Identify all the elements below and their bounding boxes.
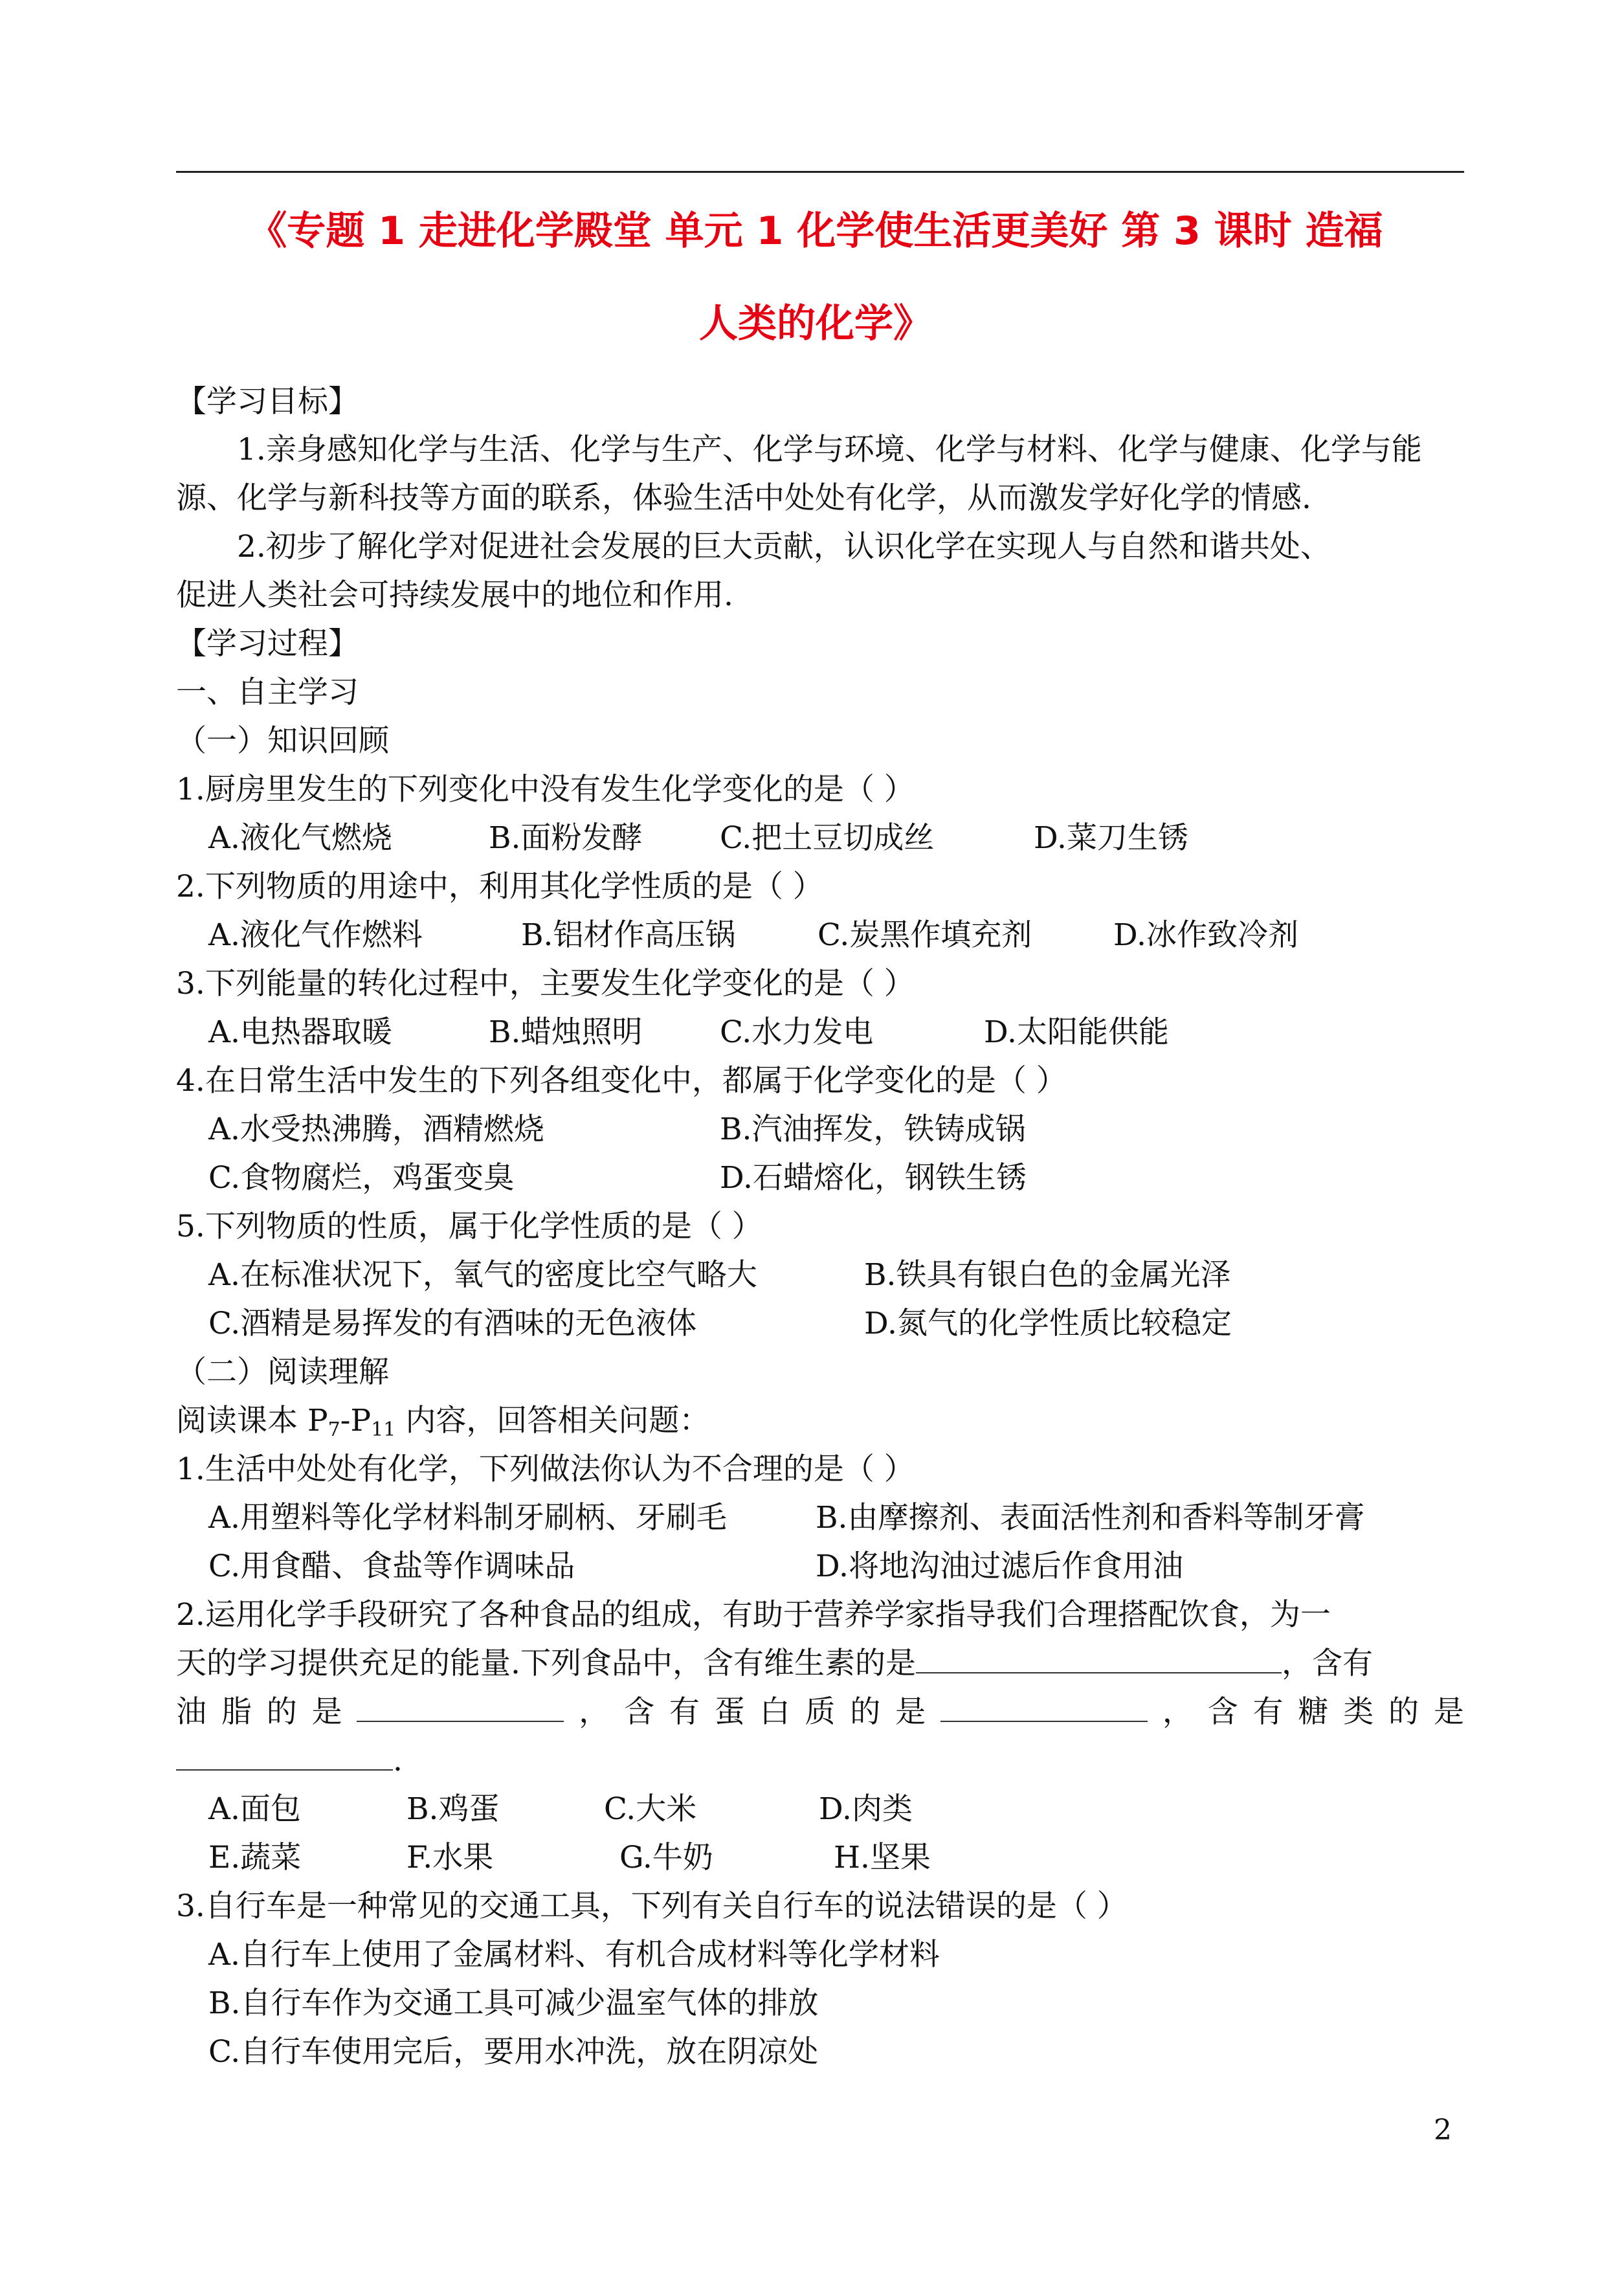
reading-q2-option-a: A.面包 (208, 1791, 301, 1827)
reading-q2-option-e: E.蔬菜 (208, 1840, 302, 1875)
title-line-1: 《专题 1 走进化学殿堂 单元 1 化学使生活更美好 第 3 课时 造福 (248, 208, 1383, 254)
reading-q1-option-b: B.由摩擦剂、表面活性剂和香料等制牙膏 (816, 1500, 1365, 1536)
reading-q2-option-f: F.水果 (406, 1840, 494, 1875)
review-q3-option-c: C.水力发电 (720, 1014, 874, 1050)
protein-answer-blank[interactable] (940, 1692, 1148, 1722)
review-q1-option-d: D.菜刀生锈 (1034, 820, 1188, 856)
sugar-answer-blank[interactable] (176, 1741, 393, 1771)
title-line-2: 人类的化学》 (699, 301, 932, 346)
section-self-study: 一、自主学习 (176, 675, 359, 710)
review-q1-option-a: A.液化气燃烧 (208, 820, 392, 856)
objective-1-line-1: 1.亲身感知化学与生活、化学与生产、化学与环境、化学与材料、化学与健康、化学与能 (237, 432, 1422, 467)
review-q3-option-a: A.电热器取暖 (208, 1014, 392, 1050)
reading-q2-option-d: D.肉类 (819, 1791, 913, 1827)
review-q2-option-c: C.炭黑作填充剂 (818, 917, 1032, 953)
reading-question-2-line-2: 天的学习提供充足的能量.下列食品中，含有维生素的是 ，含有 (176, 1644, 1373, 1684)
subsection-reading: （二）阅读理解 (176, 1354, 389, 1390)
review-q2-option-b: B.铝材作高压锅 (521, 917, 736, 953)
reading-q2-option-b: B.鸡蛋 (406, 1791, 500, 1827)
reading-question-2-line-4: . (176, 1741, 403, 1781)
review-q1-option-b: B.面粉发酵 (489, 820, 643, 856)
review-q3-option-d: D.太阳能供能 (984, 1014, 1169, 1050)
review-question-4: 4.在日常生活中发生的下列各组变化中，都属于化学变化的是（ ） (176, 1063, 1067, 1099)
review-q3-option-b: B.蜡烛照明 (489, 1014, 643, 1050)
fat-answer-blank[interactable] (357, 1692, 564, 1722)
review-q4-option-a: A.水受热沸腾，酒精燃烧 (208, 1112, 544, 1147)
review-question-1: 1.厨房里发生的下列变化中没有发生化学变化的是（ ） (176, 772, 915, 807)
reading-q2-option-c: C.大米 (604, 1791, 697, 1827)
reading-q3-option-c: C.自行车使用完后，要用水冲洗，放在阴凉处 (208, 2034, 819, 2070)
review-q2-option-d: D.冰作致冷剂 (1113, 917, 1298, 953)
review-q1-option-c: C.把土豆切成丝 (720, 820, 935, 856)
reading-q2-option-g: G.牛奶 (619, 1840, 713, 1875)
review-question-2: 2.下列物质的用途中，利用其化学性质的是（ ） (176, 869, 823, 904)
reading-q1-option-a: A.用塑料等化学材料制牙刷柄、牙刷毛 (208, 1500, 727, 1536)
reading-question-2-line-3: 油 脂 的 是 ， 含 有 蛋 白 质 的 是 ， 含 有 糖 类 的 是 (176, 1692, 1464, 1732)
review-q2-option-a: A.液化气作燃料 (208, 917, 423, 953)
reading-question-1: 1.生活中处处有化学，下列做法你认为不合理的是（ ） (176, 1451, 915, 1487)
reading-q2-option-h: H.坚果 (834, 1840, 931, 1875)
reading-question-3: 3.自行车是一种常见的交通工具，下列有关自行车的说法错误的是（ ） (176, 1888, 1128, 1924)
review-question-5: 5.下列物质的性质，属于化学性质的是（ ） (176, 1209, 762, 1244)
page-number: 2 (1434, 2114, 1452, 2147)
reading-q3-option-a: A.自行车上使用了金属材料、有机合成材料等化学材料 (208, 1937, 940, 1973)
objectives-heading: 【学习目标】 (176, 384, 359, 419)
reading-intro: 阅读课本 $P_7-P_{11}$ 内容，回答相关问题： (176, 1403, 710, 1441)
review-q4-option-c: C.食物腐烂，鸡蛋变臭 (208, 1160, 515, 1196)
reading-question-2-line-1: 2.运用化学手段研究了各种食品的组成，有助于营养学家指导我们合理搭配饮食，为一 (176, 1597, 1331, 1633)
header-rule (176, 171, 1464, 173)
reading-q3-option-b: B.自行车作为交通工具可减少温室气体的排放 (208, 1985, 819, 2021)
objective-2-line-2: 促进人类社会可持续发展中的地位和作用. (176, 577, 733, 613)
review-question-3: 3.下列能量的转化过程中，主要发生化学变化的是（ ） (176, 966, 915, 1001)
subsection-review: （一）知识回顾 (176, 723, 389, 759)
review-q5-option-d: D.氮气的化学性质比较稳定 (864, 1306, 1232, 1341)
objective-1-line-2: 源、化学与新科技等方面的联系，体验生活中处处有化学，从而激发学好化学的情感. (176, 480, 1311, 516)
reading-q1-option-c: C.用食醋、食盐等作调味品 (208, 1549, 575, 1584)
review-q4-option-d: D.石蜡熔化，钢铁生锈 (720, 1160, 1027, 1196)
objective-2-line-1: 2.初步了解化学对促进社会发展的巨大贡献，认识化学在实现人与自然和谐共处、 (237, 529, 1331, 565)
review-q5-option-c: C.酒精是易挥发的有酒味的无色液体 (208, 1306, 697, 1341)
review-q4-option-b: B.汽油挥发，铁铸成锅 (720, 1112, 1026, 1147)
vitamin-answer-blank[interactable] (916, 1644, 1282, 1673)
reading-q1-option-d: D.将地沟油过滤后作食用油 (816, 1549, 1183, 1584)
review-q5-option-a: A.在标准状况下，氧气的密度比空气略大 (208, 1257, 757, 1293)
review-q5-option-b: B.铁具有银白色的金属光泽 (864, 1257, 1231, 1293)
process-heading: 【学习过程】 (176, 626, 359, 662)
